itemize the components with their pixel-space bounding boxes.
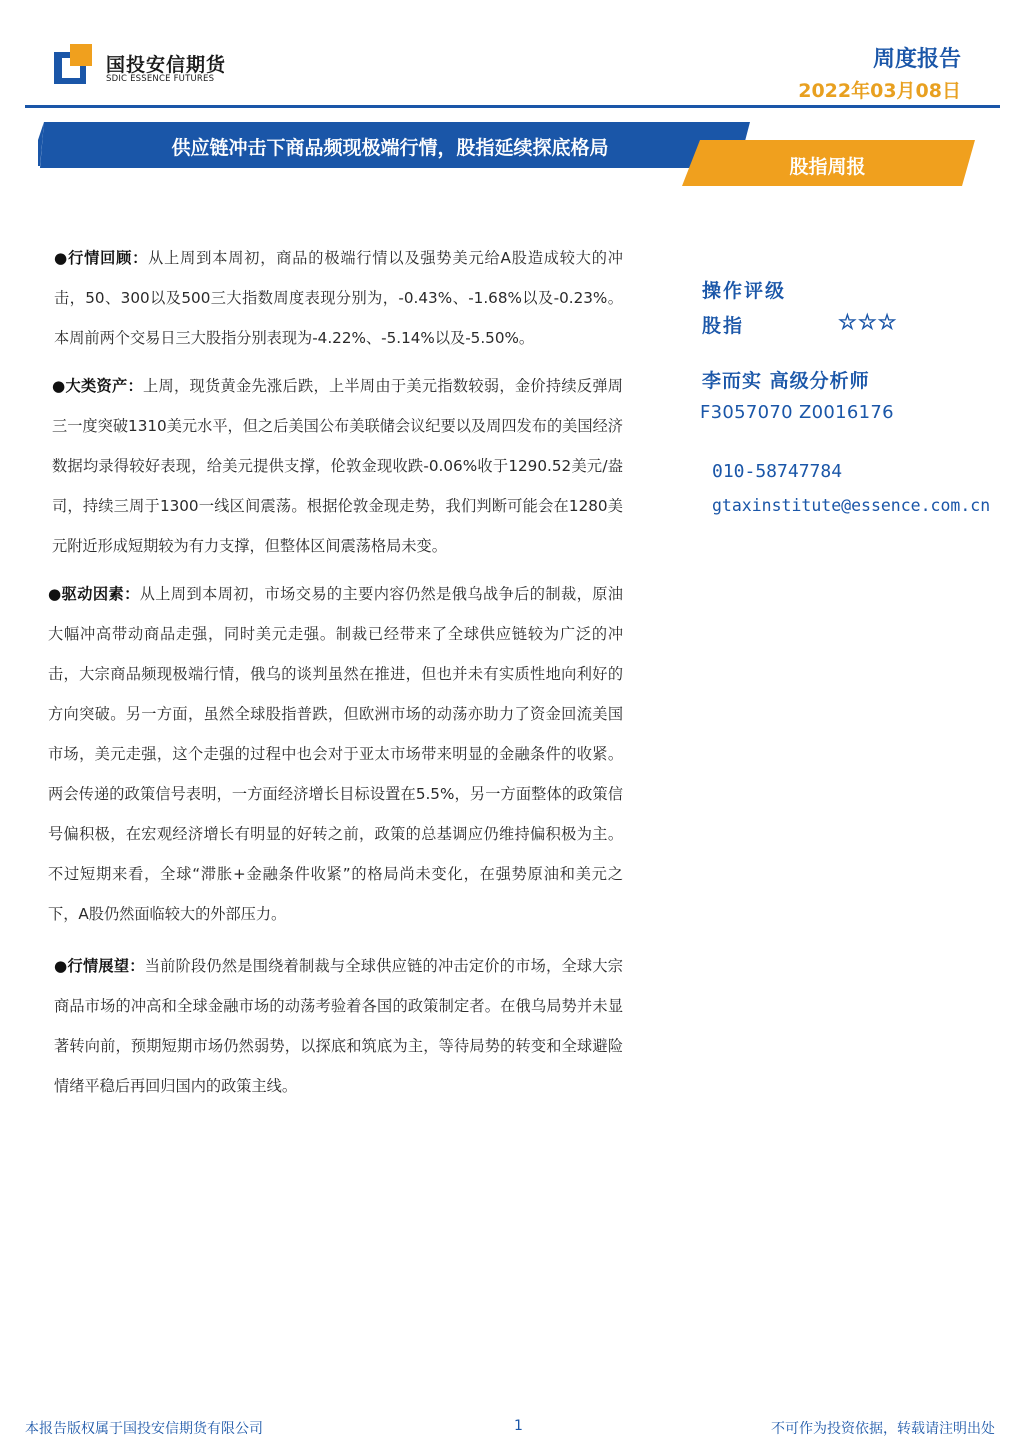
paragraph-market-review: [48, 238, 623, 358]
paragraph-lead: ●大类资产：: [52, 377, 144, 395]
paragraph-asset-classes: [48, 366, 623, 566]
report-title: 供应链冲击下商品频现极端行情，股指延续探底格局: [171, 137, 609, 159]
paragraph-text: 上周，现货黄金先涨后跌，上半周由于美元指数较弱，金价持续反弹周三一度突破1310美元水平，但之后美国公布美联储会议纪要以及周四发布的美国经济数据均录得较好表现，给美元提供支撑，伦敦金现收跌-0.06%收于1290.52美元/盎司，持续三周于1300一线区间震荡。根据伦敦金现走势，我们判断可能会在1280美元附近形成短期较为有力支撑，但整体区间震荡格局未变。: [52, 377, 623, 555]
logo-english-name: SDIC ESSENCE FUTURES: [106, 74, 215, 84]
paragraph-lead: ●行情展望：: [54, 957, 145, 975]
paragraph-lead: ●行情回顾：: [54, 249, 149, 267]
analyst-name: 李而实 高级分析师: [702, 370, 870, 392]
paragraph-text: 当前阶段仍然是围绕着制裁与全球供应链的冲击定价的市场，全球大宗商品市场的冲高和全球金融市场的动荡考验着各国的政策制定者。在俄乌局势并未显著转向前，预期短期市场仍然弱势，以探底和筑底为主，等待局势的转变和全球避险情绪平稳后再回归国内的政策主线。: [54, 957, 623, 1095]
company-logo-icon: [54, 44, 98, 84]
paragraph-drivers: [48, 574, 623, 934]
paragraph-text: 从上周到本周初，市场交易的主要内容仍然是俄乌战争后的制裁，原油大幅冲高带动商品走强，同时美元走强。制裁已经带来了全球供应链较为广泛的冲击，大宗商品频现极端行情，俄乌的谈判虽然在推进，但也并未有实质性地向利好的方向突破。另一方面，虽然全球股指普跌，但欧洲市场的动荡亦助力了资金回流美国市场，美元走强，这个走强的过程中也会对于亚太市场带来明显的金融条件的收紧。两会传递的政策信号表明，一方面经济增长目标设置在5.5%，另一方面整体的政策信号偏积极，在宏观经济增长有明显的好转之前，政策的总基调应仍维持偏积极为主。不过短期来看，全球“滞胀+金融条件收紧”的格局尚未变化，在强势原油和美元之下，A股仍然面临较大的外部压力。: [48, 585, 623, 923]
footer-disclaimer: 不可作为投资依据，转载请注明出处: [771, 1421, 995, 1437]
contact-phone: 010-58747784: [712, 461, 843, 482]
report-date: 2022年03月08日: [798, 80, 961, 102]
rating-label: 操作评级: [702, 280, 787, 302]
paragraph-outlook: [48, 946, 623, 1106]
report-type: 周度报告: [872, 47, 961, 72]
report-category-tag: 股指周报: [789, 156, 866, 178]
index-label: 股指: [702, 315, 745, 337]
paragraph-text: 从上周到本周初，商品的极端行情以及强势美元给A股造成较大的冲击，50、300以及500三大指数周度表现分别为，-0.43%、-1.68%以及-0.23%。本周前两个交易日三大股指分别表现为-4.22%、-5.14%以及-5.50%。: [54, 249, 623, 347]
contact-email[interactable]: gtaxinstitute@essence.com.cn: [712, 496, 991, 515]
page-number: 1: [514, 1418, 523, 1434]
rating-stars-icon: ☆☆☆: [838, 309, 898, 334]
analyst-certificate: F3057070 Z0016176: [700, 402, 894, 423]
footer-copyright: 本报告版权属于国投安信期货有限公司: [25, 1421, 263, 1437]
logo-chinese-name: 国投安信期货: [106, 54, 227, 76]
header-divider: [25, 105, 1000, 108]
paragraph-lead: ●驱动因素：: [48, 585, 140, 603]
report-body: [48, 238, 623, 1114]
